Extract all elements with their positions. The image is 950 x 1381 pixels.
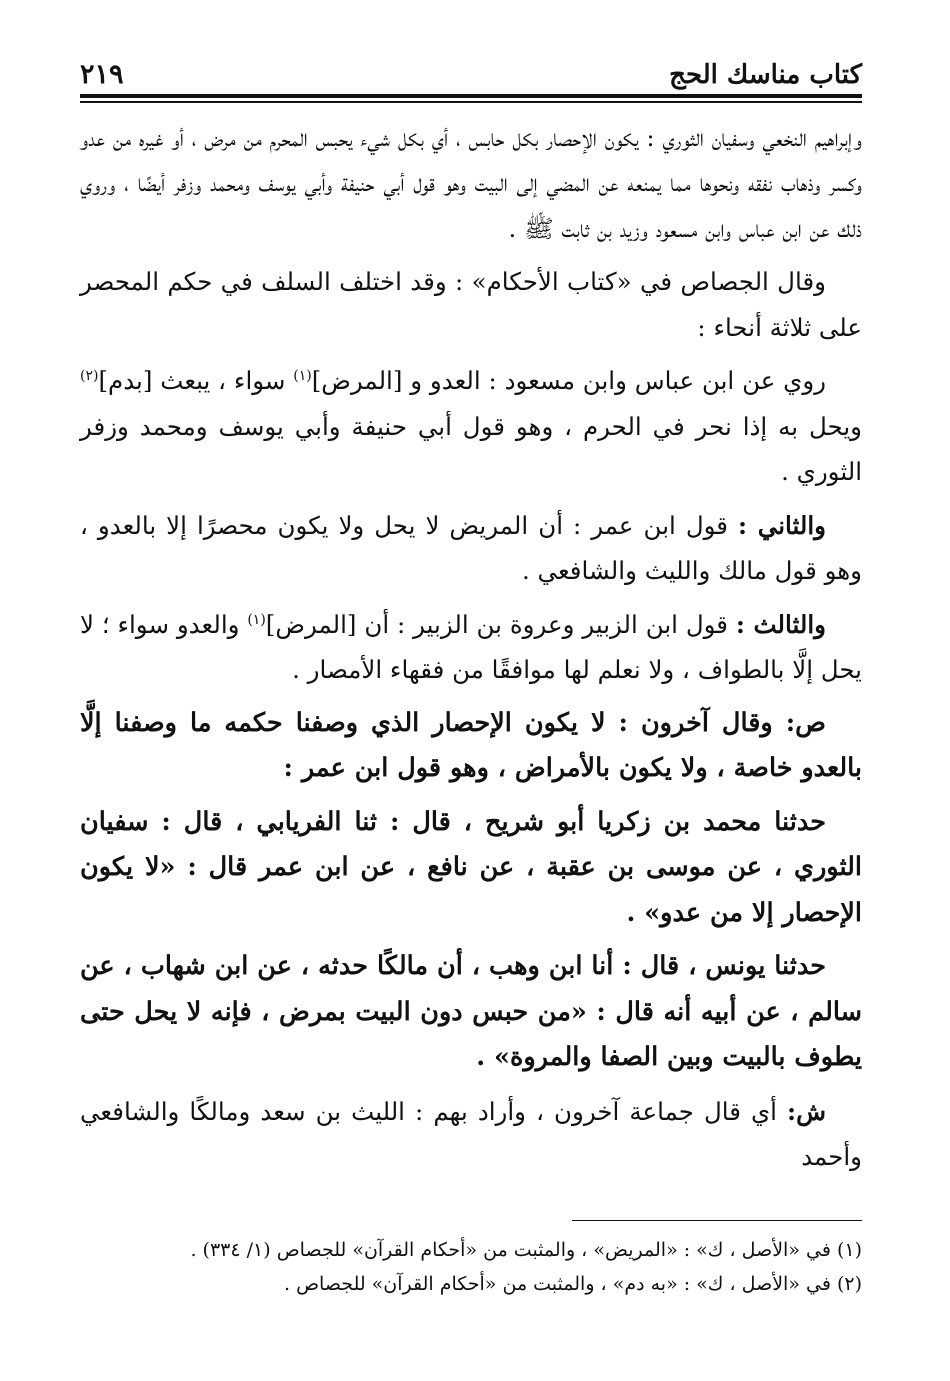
paragraph-1 bbox=[80, 115, 862, 252]
paragraph-text: وقال الجصاص في «كتاب الأحكام» : وقد اختلف السلف في حكم المحصر على ثلاثة أنحاء : bbox=[80, 267, 862, 342]
paragraph-8 bbox=[80, 944, 862, 1081]
paragraph-text: ص: وقال آخرون : لا يكون الإحصار الذي وصفنا حكمه ما وصفنا إلَّا بالعدو خاصة ، ولا يكون بالأمراض ، وهو قول ابن عمر : bbox=[80, 707, 862, 783]
paragraph-text: ويحل به إذا نحر في الحرم ، وهو قول أبي حنيفة وأبي يوسف ومحمد وزفر الثوري . bbox=[80, 411, 862, 486]
running-title: كتاب مناسك الحج bbox=[669, 60, 862, 90]
paragraph-lead: ش: bbox=[787, 1096, 826, 1126]
paragraph-text: روي عن ابن عباس وابن مسعود : العدو و [المرض] bbox=[311, 366, 827, 395]
paragraph-text: حدثنا محمد بن زكريا أبو شريح ، قال : ثنا الفريابي ، قال : سفيان الثوري ، عن موسى بن عقبة ، عن نافع ، عن ابن عمر قال : «لا يكون الإحصار إلا من عدو» . bbox=[80, 806, 862, 928]
paragraph-5 bbox=[80, 602, 862, 693]
footnote-1: (١) في «الأصل ، ك» : «المريض» ، والمثبت من «أحكام القرآن» للجصاص (١/ ٣٣٤) . bbox=[190, 1239, 862, 1261]
paragraph-text: سواء ، يبعث [بدم] bbox=[98, 366, 294, 395]
paragraph-3 bbox=[80, 358, 862, 495]
footnote-ref-2[interactable]: (٢) bbox=[80, 367, 99, 384]
header-rule-thin bbox=[80, 101, 862, 103]
paragraph-text: والعدو سواء ؛ لا يحل إلَّا بالطواف ، ولا نعلم لها موافقًا من فقهاء الأمصار . bbox=[80, 609, 862, 684]
paragraph-4 bbox=[80, 503, 862, 594]
header-rule bbox=[80, 94, 862, 98]
page-header bbox=[80, 42, 862, 88]
page-number: ٢١٩ bbox=[80, 59, 124, 90]
footnote-ref-1[interactable]: (١) bbox=[247, 611, 266, 628]
paragraph-6 bbox=[80, 701, 862, 792]
footnote-2: (٢) في «الأصل ، ك» : «به دم» ، والمثبت من «أحكام القرآن» للجصاص . bbox=[283, 1273, 862, 1295]
footnotes bbox=[80, 1233, 862, 1301]
paragraph-lead: والثالث : bbox=[735, 609, 826, 639]
paragraph-text: قول ابن الزبير وعروة بن الزبير : أن [المرض] bbox=[265, 609, 736, 639]
paragraph-text: وإبراهيم النخعي وسفيان الثوري : يكون الإحصار بكل حابس ، أي بكل شيء يحبس المحرم من مرض ، أو غيره من عدو وكسر وذهاب نفقه ونحوها مما يمنعه عن المضي إلى البيت وهو قول أبي حنيفة وأبي يوسف ومحمد وزفر أيضًا ، وروي ذلك عن ابن عباس وابن مسعود وزيد بن ثابت ﷺ . bbox=[80, 122, 862, 243]
page-body bbox=[80, 115, 862, 1180]
paragraph-9 bbox=[80, 1089, 862, 1180]
paragraph-7 bbox=[80, 800, 862, 937]
paragraph-text: حدثنا يونس ، قال : أنا ابن وهب ، أن مالكًا حدثه ، عن ابن شهاب ، عن سالم ، عن أبيه أنه قال : «من حبس دون البيت بمرض ، فإنه لا يحل حتى يطوف بالبيت وبين الصفا والمروة» . bbox=[80, 951, 862, 1072]
paragraph-2 bbox=[80, 259, 862, 350]
footnote-separator bbox=[572, 1220, 862, 1222]
paragraph-text: قول ابن عمر : أن المريض لا يحل ولا يكون محصرًا إلا بالعدو ، وهو قول مالك والليث والشافعي . bbox=[80, 510, 862, 585]
paragraph-lead: والثاني : bbox=[738, 510, 826, 540]
paragraph-text: أي قال جماعة آخرون ، وأراد بهم : الليث بن سعد ومالكًا والشافعي وأحمد bbox=[80, 1096, 862, 1171]
footnote-ref-1[interactable]: (١) bbox=[293, 367, 312, 384]
